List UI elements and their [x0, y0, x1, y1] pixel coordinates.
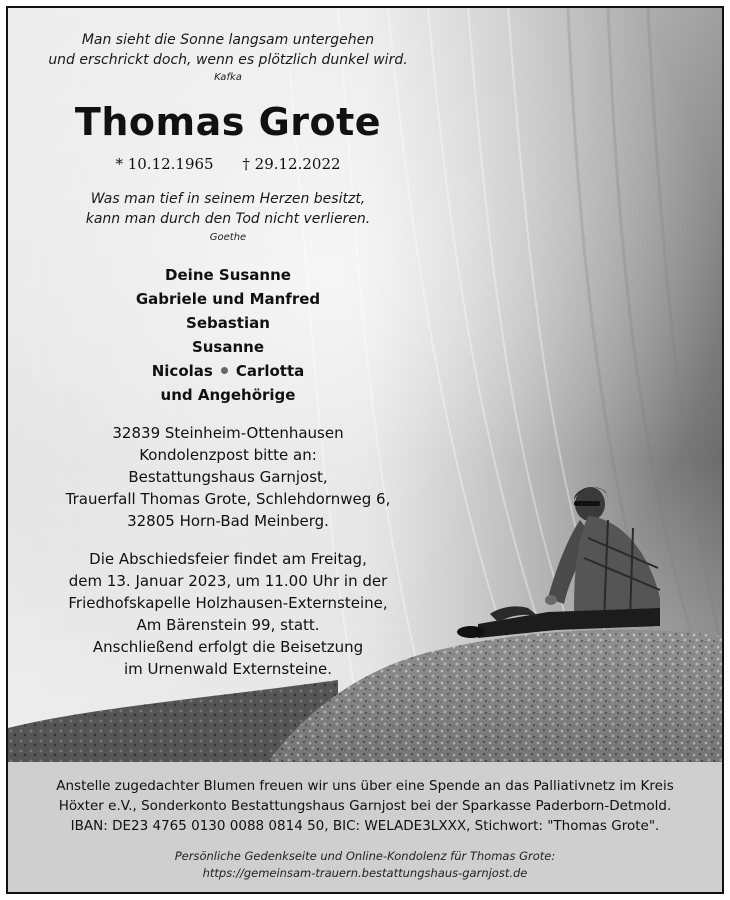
ceremony-line: dem 13. Januar 2023, um 11.00 Uhr in der — [68, 572, 388, 590]
online-condolence — [8, 848, 722, 882]
ceremony-line: Am Bärenstein 99, statt. — [136, 616, 320, 634]
mourner-line: Deine Susanne — [165, 266, 291, 284]
quote-line: und erschrickt doch, wenn es plötzlich dunkel wird. — [48, 52, 408, 68]
ceremony-line: im Urnenwald Externsteine. — [123, 660, 333, 678]
footer-donation-panel — [8, 762, 722, 892]
ceremony-line: Die Abschiedsfeier findet am Freitag, — [89, 550, 367, 568]
ceremony-line: Anschließend erfolgt die Beisetzung — [92, 638, 364, 656]
donation-line: Höxter e.V., Sonderkonto Bestattungshaus Garnjost bei der Sparkasse Paderborn-Detmold. — [58, 798, 672, 814]
bullet-dot-icon — [221, 367, 228, 374]
goethe-quote — [8, 189, 448, 229]
quote-author-kafka: Kafka — [214, 72, 242, 83]
kafka-quote — [8, 30, 448, 70]
online-condolence-link[interactable]: https://gemeinsam-trauern.bestattungshaus-garnjost.de — [202, 866, 528, 880]
online-condolence-label: Persönliche Gedenkseite und Online-Kondolenz für Thomas Grote: — [174, 849, 556, 863]
mourners-list — [8, 263, 448, 407]
address-block — [8, 422, 448, 532]
address-line: 32805 Horn-Bad Meinberg. — [127, 512, 329, 530]
mourner-line: Sebastian — [186, 314, 270, 332]
mourner-name: Nicolas — [151, 362, 213, 380]
ceremony-info — [8, 548, 448, 680]
address-line: 32839 Steinheim-Ottenhausen — [112, 424, 344, 442]
life-dates — [8, 155, 448, 173]
obituary-notice — [6, 6, 724, 894]
deceased-name: Thomas Grote — [74, 100, 382, 144]
mourner-name: Carlotta — [235, 362, 305, 380]
quote-line: Was man tief in seinem Herzen besitzt, — [90, 191, 366, 207]
ceremony-line: Friedhofskapelle Holzhausen-Externsteine, — [68, 594, 388, 612]
mourner-line-grandchildren — [8, 359, 448, 383]
quote-line: Man sieht die Sonne langsam untergehen — [81, 32, 375, 48]
quote-line: kann man durch den Tod nicht verlieren. — [85, 211, 371, 227]
address-line: Bestattungshaus Garnjost, — [128, 468, 328, 486]
death-date: † 29.12.2022 — [242, 155, 341, 173]
birth-date: * 10.12.1965 — [115, 155, 214, 173]
address-line: Kondolenzpost bitte an: — [139, 446, 317, 464]
address-line: Trauerfall Thomas Grote, Schlehdornweg 6, — [65, 490, 391, 508]
mourner-line: und Angehörige — [160, 386, 296, 404]
mourner-line: Gabriele und Manfred — [135, 290, 321, 308]
donation-line: Anstelle zugedachter Blumen freuen wir uns über eine Spende an das Palliativnetz im Kreis — [56, 778, 674, 794]
donation-line: IBAN: DE23 4765 0130 0088 0814 50, BIC: WELADE3LXXX, Stichwort: "Thomas Grote". — [70, 818, 660, 834]
quote-author-goethe: Goethe — [209, 232, 247, 243]
mourner-line: Susanne — [191, 338, 265, 356]
donation-text — [8, 776, 722, 836]
